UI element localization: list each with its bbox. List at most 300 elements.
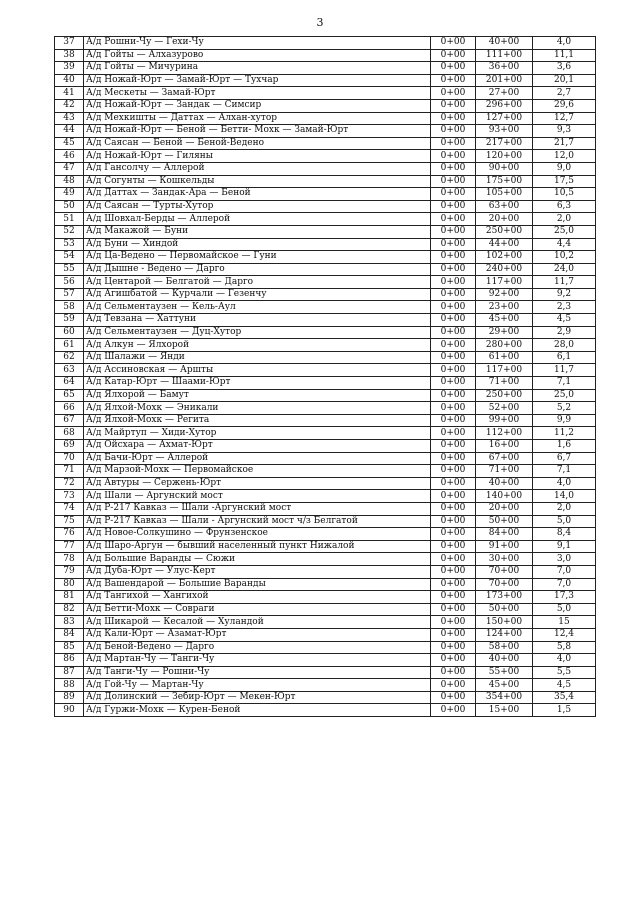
road-name-cell: А/д Ассиновская — Аршты [84,364,431,377]
start-km-cell: 0+00 [431,62,476,75]
length-cell: 3,0 [533,553,596,566]
road-name-cell: А/д Гансолчу — Аллерой [84,162,431,175]
length-cell: 4,0 [533,37,596,50]
end-km-cell: 67+00 [476,452,533,465]
table-row [55,591,596,604]
start-km-cell: 0+00 [431,414,476,427]
road-name-cell: А/д Даттах — Зандак-Ара — Беной [84,188,431,201]
road-name-cell: А/д Саясан — Беной — Беной-Ведено [84,137,431,150]
table-row [55,200,596,213]
end-km-cell: 16+00 [476,440,533,453]
table-row [55,213,596,226]
start-km-cell: 0+00 [431,490,476,503]
start-km-cell: 0+00 [431,137,476,150]
road-name-cell: А/д Буни — Хиндой [84,238,431,251]
length-cell: 9,0 [533,162,596,175]
end-km-cell: 91+00 [476,540,533,553]
road-name-cell: А/д Алкун — Ялхорой [84,339,431,352]
row-number-cell: 40 [55,74,84,87]
start-km-cell: 0+00 [431,162,476,175]
end-km-cell: 50+00 [476,603,533,616]
road-name-cell: А/д Долинский — Зебир-Юрт — Мекен-Юрт [84,691,431,704]
end-km-cell: 63+00 [476,200,533,213]
length-cell: 8,4 [533,528,596,541]
road-name-cell: А/д Агишбатой — Курчали — Гезенчу [84,288,431,301]
row-number-cell: 80 [55,578,84,591]
start-km-cell: 0+00 [431,553,476,566]
row-number-cell: 60 [55,326,84,339]
road-name-cell: А/д Автуры — Сержень-Юрт [84,477,431,490]
road-name-cell: А/д Катар-Юрт — Шаами-Юрт [84,377,431,390]
start-km-cell: 0+00 [431,402,476,415]
table-row [55,137,596,150]
end-km-cell: 92+00 [476,288,533,301]
start-km-cell: 0+00 [431,213,476,226]
row-number-cell: 90 [55,704,84,717]
length-cell: 35,4 [533,691,596,704]
length-cell: 5,0 [533,515,596,528]
start-km-cell: 0+00 [431,225,476,238]
end-km-cell: 173+00 [476,591,533,604]
row-number-cell: 48 [55,175,84,188]
table-row [55,87,596,100]
row-number-cell: 64 [55,377,84,390]
length-cell: 4,4 [533,238,596,251]
end-km-cell: 50+00 [476,515,533,528]
row-number-cell: 76 [55,528,84,541]
row-number-cell: 88 [55,679,84,692]
row-number-cell: 59 [55,314,84,327]
end-km-cell: 20+00 [476,213,533,226]
end-km-cell: 140+00 [476,490,533,503]
end-km-cell: 250+00 [476,225,533,238]
road-name-cell: А/д Марзой-Мохк — Первомайское [84,465,431,478]
table-row [55,326,596,339]
road-name-cell: А/д Мартан-Чу — Танги-Чу [84,654,431,667]
road-name-cell: А/д Тевзана — Хаттуни [84,314,431,327]
start-km-cell: 0+00 [431,263,476,276]
end-km-cell: 240+00 [476,263,533,276]
row-number-cell: 41 [55,87,84,100]
table-row [55,225,596,238]
row-number-cell: 85 [55,641,84,654]
road-name-cell: А/д Ца-Ведено — Первомайское — Гуни [84,251,431,264]
table-row [55,565,596,578]
row-number-cell: 53 [55,238,84,251]
start-km-cell: 0+00 [431,238,476,251]
row-number-cell: 77 [55,540,84,553]
length-cell: 6,7 [533,452,596,465]
start-km-cell: 0+00 [431,679,476,692]
start-km-cell: 0+00 [431,364,476,377]
end-km-cell: 120+00 [476,150,533,163]
end-km-cell: 112+00 [476,427,533,440]
end-km-cell: 30+00 [476,553,533,566]
length-cell: 2,0 [533,213,596,226]
table-row [55,490,596,503]
road-name-cell: А/д Дуба-Юрт — Улус-Керт [84,565,431,578]
length-cell: 10,2 [533,251,596,264]
start-km-cell: 0+00 [431,112,476,125]
start-km-cell: 0+00 [431,37,476,50]
table-row [55,666,596,679]
end-km-cell: 55+00 [476,666,533,679]
start-km-cell: 0+00 [431,339,476,352]
row-number-cell: 69 [55,440,84,453]
start-km-cell: 0+00 [431,452,476,465]
length-cell: 6,1 [533,351,596,364]
start-km-cell: 0+00 [431,200,476,213]
table-row [55,49,596,62]
end-km-cell: 71+00 [476,465,533,478]
length-cell: 5,8 [533,641,596,654]
roads-table [54,36,596,717]
table-row [55,339,596,352]
end-km-cell: 52+00 [476,402,533,415]
table-row [55,263,596,276]
table-row [55,37,596,50]
row-number-cell: 58 [55,301,84,314]
end-km-cell: 93+00 [476,125,533,138]
road-name-cell: А/д Шалажи — Янди [84,351,431,364]
length-cell: 9,3 [533,125,596,138]
table-row [55,125,596,138]
length-cell: 17,5 [533,175,596,188]
row-number-cell: 82 [55,603,84,616]
row-number-cell: 86 [55,654,84,667]
row-number-cell: 49 [55,188,84,201]
row-number-cell: 81 [55,591,84,604]
row-number-cell: 51 [55,213,84,226]
start-km-cell: 0+00 [431,704,476,717]
table-row [55,515,596,528]
start-km-cell: 0+00 [431,389,476,402]
end-km-cell: 44+00 [476,238,533,251]
start-km-cell: 0+00 [431,188,476,201]
length-cell: 11,7 [533,276,596,289]
row-number-cell: 68 [55,427,84,440]
table-row [55,654,596,667]
table-row [55,477,596,490]
start-km-cell: 0+00 [431,351,476,364]
table-row [55,578,596,591]
length-cell: 28,0 [533,339,596,352]
row-number-cell: 52 [55,225,84,238]
row-number-cell: 44 [55,125,84,138]
start-km-cell: 0+00 [431,326,476,339]
length-cell: 7,0 [533,565,596,578]
road-name-cell: А/д Центарой — Белгатой — Дарго [84,276,431,289]
end-km-cell: 117+00 [476,364,533,377]
row-number-cell: 50 [55,200,84,213]
start-km-cell: 0+00 [431,276,476,289]
row-number-cell: 63 [55,364,84,377]
table-row [55,288,596,301]
table-row [55,502,596,515]
length-cell: 2,3 [533,301,596,314]
table-row [55,465,596,478]
road-name-cell: А/д Танги-Чу — Рошни-Чу [84,666,431,679]
road-name-cell: А/д Тангихой — Хангихой [84,591,431,604]
table-row [55,427,596,440]
length-cell: 5,0 [533,603,596,616]
road-name-cell: А/д Ялхой-Мохк — Регита [84,414,431,427]
end-km-cell: 102+00 [476,251,533,264]
end-km-cell: 175+00 [476,175,533,188]
road-name-cell: А/д Р-217 Кавказ — Шали - Аргунский мост ч/з Белгатой [84,515,431,528]
table-row [55,238,596,251]
road-name-cell: А/д Макажой — Буни [84,225,431,238]
road-name-cell: А/д Майртуп — Хиди-Хутор [84,427,431,440]
length-cell: 25,0 [533,389,596,402]
road-name-cell: А/д Гойты — Мичурина [84,62,431,75]
row-number-cell: 47 [55,162,84,175]
road-name-cell: А/д Мехкишты — Даттах — Алхан-хутор [84,112,431,125]
table-row [55,99,596,112]
length-cell: 15 [533,616,596,629]
table-row [55,389,596,402]
road-name-cell: А/д Ножай-Юрт — Замай-Юрт — Тухчар [84,74,431,87]
end-km-cell: 40+00 [476,654,533,667]
length-cell: 11,2 [533,427,596,440]
start-km-cell: 0+00 [431,427,476,440]
end-km-cell: 250+00 [476,389,533,402]
start-km-cell: 0+00 [431,540,476,553]
end-km-cell: 58+00 [476,641,533,654]
row-number-cell: 70 [55,452,84,465]
start-km-cell: 0+00 [431,377,476,390]
length-cell: 9,2 [533,288,596,301]
road-name-cell: А/д Мескеты — Замай-Юрт [84,87,431,100]
table-row [55,641,596,654]
end-km-cell: 40+00 [476,477,533,490]
length-cell: 4,5 [533,679,596,692]
road-name-cell: А/д Дышне - Ведено — Дарго [84,263,431,276]
table-row [55,251,596,264]
road-name-cell: А/д Саясан — Турты-Хутор [84,200,431,213]
road-name-cell: А/д Кали-Юрт — Азамат-Юрт [84,628,431,641]
table-row [55,314,596,327]
length-cell: 2,7 [533,87,596,100]
start-km-cell: 0+00 [431,666,476,679]
end-km-cell: 23+00 [476,301,533,314]
start-km-cell: 0+00 [431,175,476,188]
road-name-cell: А/д Сельментаузен — Кель-Аул [84,301,431,314]
roads-table-body [55,37,596,717]
length-cell: 17,3 [533,591,596,604]
start-km-cell: 0+00 [431,654,476,667]
row-number-cell: 62 [55,351,84,364]
length-cell: 7,1 [533,377,596,390]
end-km-cell: 29+00 [476,326,533,339]
end-km-cell: 124+00 [476,628,533,641]
end-km-cell: 45+00 [476,314,533,327]
start-km-cell: 0+00 [431,616,476,629]
start-km-cell: 0+00 [431,528,476,541]
end-km-cell: 15+00 [476,704,533,717]
end-km-cell: 217+00 [476,137,533,150]
length-cell: 1,6 [533,440,596,453]
row-number-cell: 55 [55,263,84,276]
table-row [55,301,596,314]
length-cell: 3,6 [533,62,596,75]
road-name-cell: А/д Ножай-Юрт — Гиляны [84,150,431,163]
length-cell: 12,4 [533,628,596,641]
start-km-cell: 0+00 [431,628,476,641]
start-km-cell: 0+00 [431,515,476,528]
road-name-cell: А/д Согунты — Кошкельды [84,175,431,188]
road-name-cell: А/д Ялхой-Мохк — Эникали [84,402,431,415]
length-cell: 6,3 [533,200,596,213]
end-km-cell: 71+00 [476,377,533,390]
table-row [55,603,596,616]
road-name-cell: А/д Шали — Аргунский мост [84,490,431,503]
start-km-cell: 0+00 [431,150,476,163]
start-km-cell: 0+00 [431,99,476,112]
start-km-cell: 0+00 [431,314,476,327]
row-number-cell: 74 [55,502,84,515]
end-km-cell: 150+00 [476,616,533,629]
end-km-cell: 354+00 [476,691,533,704]
start-km-cell: 0+00 [431,74,476,87]
length-cell: 4,0 [533,654,596,667]
start-km-cell: 0+00 [431,502,476,515]
row-number-cell: 89 [55,691,84,704]
start-km-cell: 0+00 [431,477,476,490]
length-cell: 20,1 [533,74,596,87]
row-number-cell: 71 [55,465,84,478]
length-cell: 12,7 [533,112,596,125]
length-cell: 7,0 [533,578,596,591]
road-name-cell: А/д Гой-Чу — Мартан-Чу [84,679,431,692]
end-km-cell: 70+00 [476,578,533,591]
road-name-cell: А/д Ялхорой — Бамут [84,389,431,402]
table-row [55,452,596,465]
length-cell: 5,5 [533,666,596,679]
row-number-cell: 57 [55,288,84,301]
start-km-cell: 0+00 [431,251,476,264]
end-km-cell: 20+00 [476,502,533,515]
row-number-cell: 54 [55,251,84,264]
length-cell: 4,5 [533,314,596,327]
end-km-cell: 105+00 [476,188,533,201]
road-name-cell: А/д Вашендарой — Большие Варанды [84,578,431,591]
table-row [55,414,596,427]
start-km-cell: 0+00 [431,578,476,591]
row-number-cell: 66 [55,402,84,415]
row-number-cell: 65 [55,389,84,402]
length-cell: 4,0 [533,477,596,490]
length-cell: 2,9 [533,326,596,339]
length-cell: 10,5 [533,188,596,201]
start-km-cell: 0+00 [431,641,476,654]
table-row [55,112,596,125]
table-row [55,62,596,75]
start-km-cell: 0+00 [431,565,476,578]
row-number-cell: 72 [55,477,84,490]
table-row [55,175,596,188]
row-number-cell: 84 [55,628,84,641]
row-number-cell: 83 [55,616,84,629]
start-km-cell: 0+00 [431,125,476,138]
table-row [55,704,596,717]
table-row [55,528,596,541]
table-row [55,74,596,87]
end-km-cell: 61+00 [476,351,533,364]
road-name-cell: А/д Рошни-Чу — Гехи-Чу [84,37,431,50]
table-row [55,351,596,364]
road-name-cell: А/д Новое-Солкушино — Фрунзенское [84,528,431,541]
start-km-cell: 0+00 [431,465,476,478]
table-row [55,276,596,289]
length-cell: 29,6 [533,99,596,112]
end-km-cell: 70+00 [476,565,533,578]
row-number-cell: 79 [55,565,84,578]
length-cell: 14,0 [533,490,596,503]
row-number-cell: 73 [55,490,84,503]
table-row [55,679,596,692]
end-km-cell: 90+00 [476,162,533,175]
road-name-cell: А/д Шаро-Аргун — бывший населенный пункт Нижалой [84,540,431,553]
table-row [55,616,596,629]
end-km-cell: 99+00 [476,414,533,427]
row-number-cell: 45 [55,137,84,150]
length-cell: 11,7 [533,364,596,377]
length-cell: 9,1 [533,540,596,553]
row-number-cell: 38 [55,49,84,62]
end-km-cell: 45+00 [476,679,533,692]
length-cell: 2,0 [533,502,596,515]
row-number-cell: 78 [55,553,84,566]
table-row [55,553,596,566]
length-cell: 9,9 [533,414,596,427]
length-cell: 25,0 [533,225,596,238]
table-row [55,691,596,704]
start-km-cell: 0+00 [431,49,476,62]
end-km-cell: 280+00 [476,339,533,352]
row-number-cell: 37 [55,37,84,50]
length-cell: 7,1 [533,465,596,478]
end-km-cell: 27+00 [476,87,533,100]
end-km-cell: 296+00 [476,99,533,112]
table-row [55,440,596,453]
row-number-cell: 67 [55,414,84,427]
road-name-cell: А/д Сельментаузен — Дуц-Хутор [84,326,431,339]
end-km-cell: 84+00 [476,528,533,541]
table-row [55,540,596,553]
road-name-cell: А/д Бетти-Мохк — Совраги [84,603,431,616]
start-km-cell: 0+00 [431,591,476,604]
end-km-cell: 127+00 [476,112,533,125]
row-number-cell: 42 [55,99,84,112]
road-name-cell: А/д Ножай-Юрт — Зандак — Симсир [84,99,431,112]
start-km-cell: 0+00 [431,288,476,301]
length-cell: 21,7 [533,137,596,150]
end-km-cell: 117+00 [476,276,533,289]
table-row [55,402,596,415]
start-km-cell: 0+00 [431,440,476,453]
row-number-cell: 56 [55,276,84,289]
length-cell: 12,0 [533,150,596,163]
table-row [55,150,596,163]
length-cell: 24,0 [533,263,596,276]
road-name-cell: А/д Шикарой — Кесалой — Хуландой [84,616,431,629]
start-km-cell: 0+00 [431,301,476,314]
road-name-cell: А/д Шовхал-Берды — Аллерой [84,213,431,226]
road-name-cell: А/д Гуржи-Мохк — Курен-Беной [84,704,431,717]
length-cell: 5,2 [533,402,596,415]
table-row [55,628,596,641]
